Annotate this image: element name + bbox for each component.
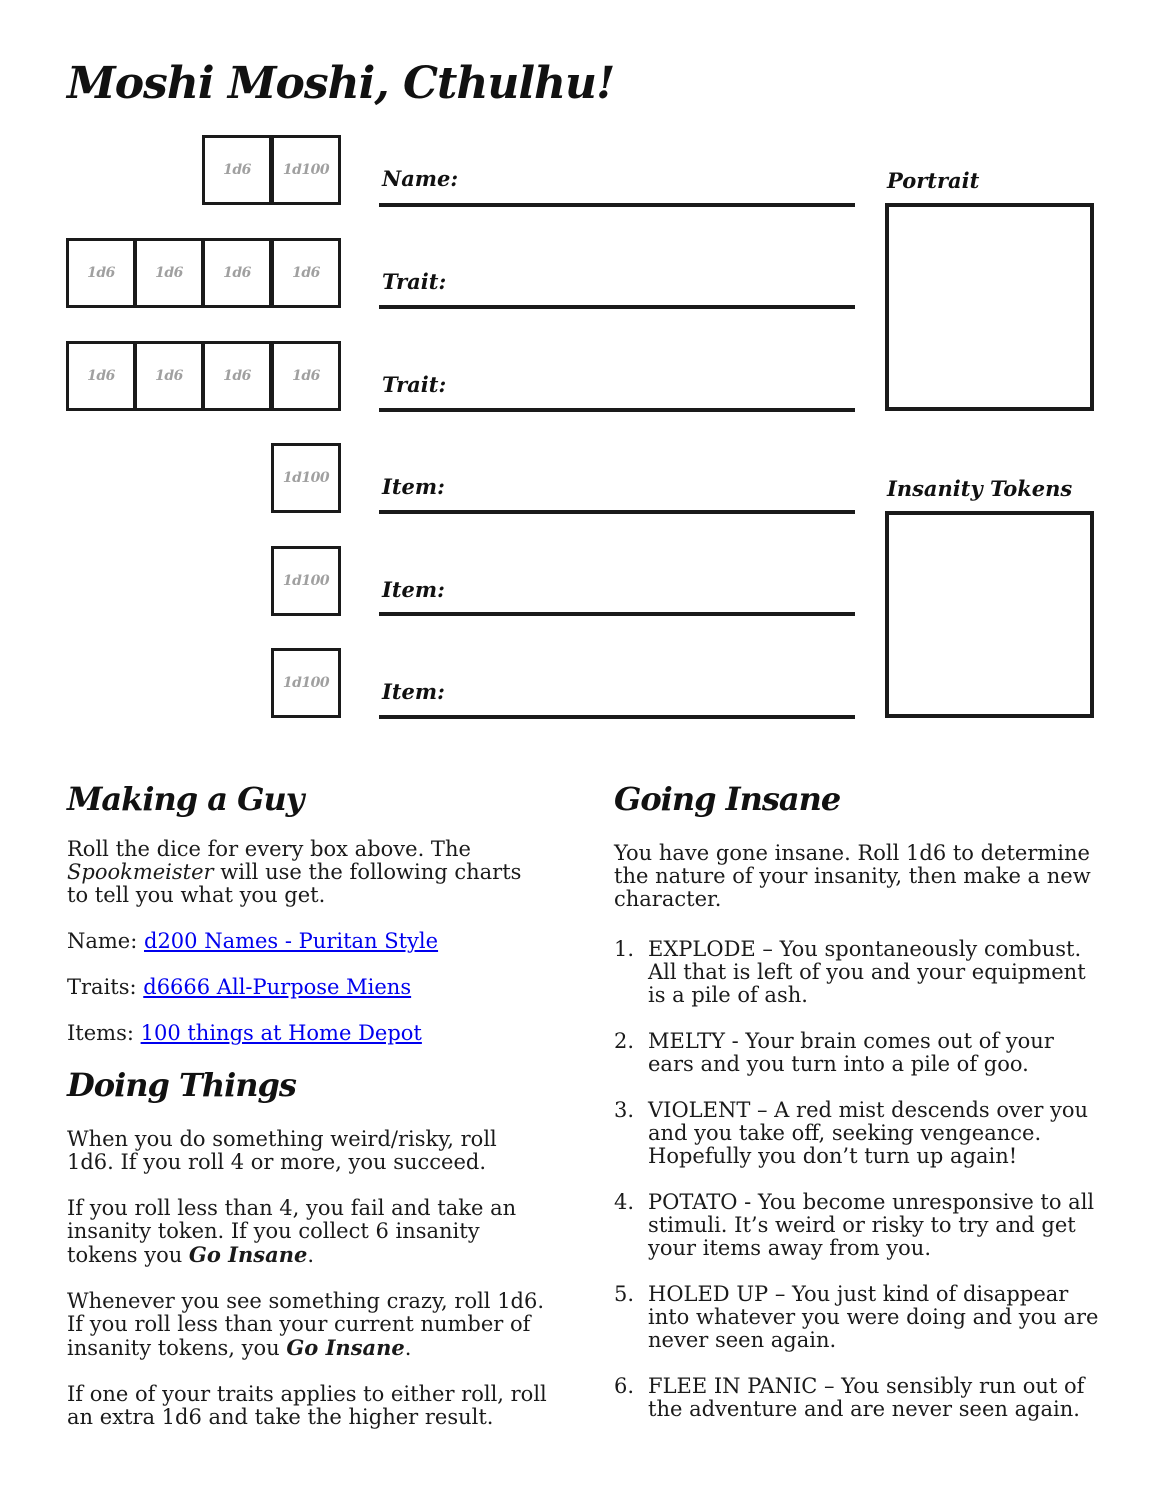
die-box-item2[interactable]: 1d100	[271, 546, 341, 616]
trait-1-field[interactable]	[379, 305, 855, 309]
die-box-trait2-b[interactable]: 1d6	[134, 341, 204, 411]
die-box-trait1-b[interactable]: 1d6	[134, 238, 204, 308]
trait-2-label: Trait:	[382, 372, 447, 397]
trait-2-field[interactable]	[379, 408, 855, 412]
making-intro: Roll the dice for every box above. The Spookmeister will use the following charts to tell you what you get.	[67, 837, 522, 907]
item-2-field[interactable]	[379, 612, 855, 616]
insanity-tokens-box[interactable]	[885, 511, 1094, 718]
page-title: Moshi Moshi, Cthulhu!	[67, 58, 615, 109]
trait-1-label: Trait:	[382, 269, 447, 294]
doing-paragraph-2: If you roll less than 4, you fail and take an insanity token. If you collect 6 insanity tokens you Go Insane.	[67, 1196, 517, 1267]
name-chart-line: Name: d200 Names - Puritan Style	[67, 929, 439, 953]
insanity-item: 3. VIOLENT – A red mist descends over you and you take off, seeking vengeance. Hopefully you don’t turn up again!	[614, 1098, 1089, 1168]
insanity-item: 6. FLEE IN PANIC – You sensibly run out of the adventure and are never seen again.	[614, 1374, 1085, 1421]
item-1-label: Item:	[382, 474, 445, 499]
die-box-name-1d100[interactable]: 1d100	[271, 135, 341, 205]
items-chart-line: Items: 100 things at Home Depot	[67, 1021, 422, 1045]
going-insane-section	[614, 842, 1099, 1421]
item-3-field[interactable]	[379, 715, 855, 719]
making-a-guy-heading: Making a Guy	[67, 780, 304, 818]
item-1-field[interactable]	[379, 510, 855, 514]
doing-paragraph-4: If one of your traits applies to either roll, roll an extra 1d6 and take the higher result.	[67, 1382, 547, 1429]
name-field[interactable]	[379, 203, 855, 207]
item-2-label: Item:	[382, 577, 445, 602]
die-box-trait1-d[interactable]: 1d6	[271, 238, 341, 308]
die-box-trait1-a[interactable]: 1d6	[66, 238, 136, 308]
go-insane-text: Go Insane	[188, 1242, 308, 1267]
insanity-list	[614, 938, 1099, 1421]
die-box-name-1d6[interactable]: 1d6	[202, 135, 272, 205]
die-box-trait2-a[interactable]: 1d6	[66, 341, 136, 411]
go-insane-text: Go Insane	[286, 1335, 405, 1360]
doing-paragraph-1: When you do something weird/risky, roll 1d6. If you roll 4 or more, you succeed.	[67, 1127, 497, 1174]
die-box-item3[interactable]: 1d100	[271, 648, 341, 718]
insanity-item: 1. EXPLODE – You spontaneously combust. All that is left of you and your equipment is a pile of ash.	[614, 937, 1086, 1007]
portrait-box[interactable]	[885, 203, 1094, 411]
doing-paragraph-3: Whenever you see something crazy, roll 1d6. If you roll less than your current number of insanity tokens, you Go Insane.	[67, 1289, 545, 1360]
die-box-trait2-d[interactable]: 1d6	[271, 341, 341, 411]
items-chart-link[interactable]: 100 things at Home Depot	[140, 1021, 422, 1045]
insanity-tokens-label: Insanity Tokens	[887, 476, 1073, 501]
making-a-guy-section	[67, 838, 547, 1045]
die-box-trait2-c[interactable]: 1d6	[202, 341, 272, 411]
insanity-item: 2. MELTY - Your brain comes out of your ears and you turn into a pile of goo.	[614, 1029, 1054, 1076]
traits-chart-line: Traits: d6666 All-Purpose Miens	[67, 975, 412, 999]
traits-chart-link[interactable]: d6666 All-Purpose Miens	[143, 975, 412, 999]
insanity-item: 5. HOLED UP – You just kind of disappear into whatever you were doing and you are never seen again.	[614, 1282, 1099, 1352]
name-chart-link[interactable]: d200 Names - Puritan Style	[144, 929, 439, 953]
name-label: Name:	[382, 166, 459, 191]
item-3-label: Item:	[382, 679, 445, 704]
spookmeister-text: Spookmeister	[67, 860, 214, 884]
going-insane-intro: You have gone insane. Roll 1d6 to determine the nature of your insanity, then make a new character.	[614, 841, 1091, 911]
die-box-item1[interactable]: 1d100	[271, 443, 341, 513]
die-box-trait1-c[interactable]: 1d6	[202, 238, 272, 308]
doing-things-section	[67, 1128, 547, 1429]
doing-things-heading: Doing Things	[67, 1066, 296, 1104]
going-insane-heading: Going Insane	[614, 780, 841, 818]
portrait-label: Portrait	[887, 168, 980, 193]
insanity-item: 4. POTATO - You become unresponsive to all stimuli. It’s weird or risky to try and get your items away from you.	[614, 1190, 1095, 1260]
